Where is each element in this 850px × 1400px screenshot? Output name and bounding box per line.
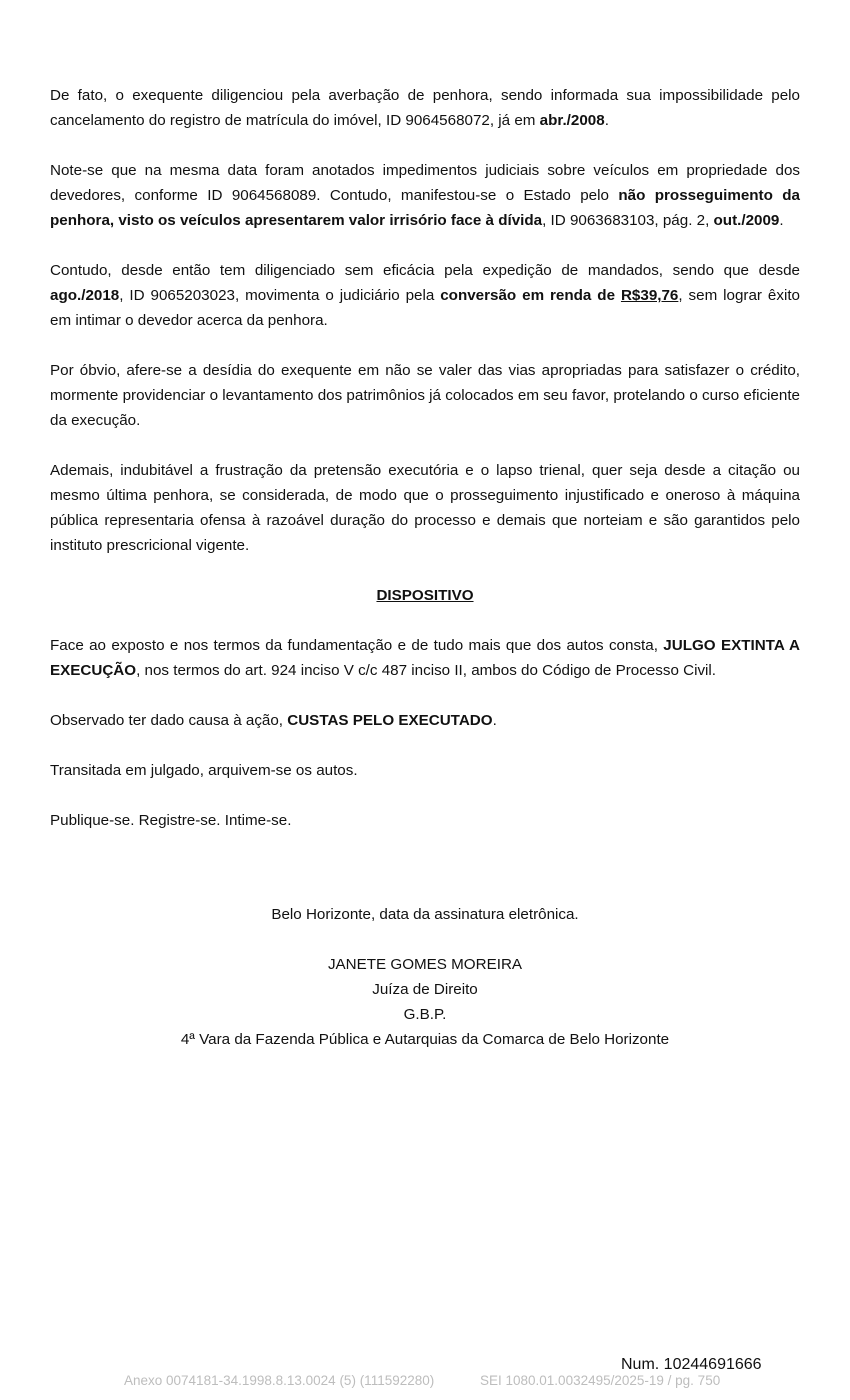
text: , sem lograr êxito em intimar o devedor acerca da penhora. <box>50 287 800 329</box>
bold-text: conversão em renda de <box>440 287 621 304</box>
signer-initials: G.B.P. <box>403 1006 447 1023</box>
text: , ID 9065203023, movimenta o judiciário pela <box>119 287 441 304</box>
text: Observado ter dado causa à ação, <box>50 712 288 729</box>
paragraph-desidia: Por óbvio, afere-se a desídia do exequente em não se valer das vias apropriadas para satisfazer o crédito, mormente providenciar o levantamento dos patrimônios já colocados em seu favor, protelando o curso eficiente da execução. <box>50 362 800 429</box>
bold-amount: R$39,76 <box>620 287 679 304</box>
text: Note-se que na mesma data foram anotados impedimentos judiciais sobre veículos em propriedade dos devedores, conforme ID 9064568089. Contudo, manifestou-se o Estado pelo <box>50 162 800 204</box>
paragraph-averbacao <box>50 83 800 133</box>
bold-date: abr./2008 <box>539 112 605 129</box>
document-number: Num. 10244691666 <box>621 1356 762 1373</box>
text: . <box>779 212 784 229</box>
paragraph-mandados <box>50 258 800 333</box>
paragraph-arquivamento: Transitada em julgado, arquivem-se os autos. <box>50 762 358 779</box>
paragraph-julgamento <box>50 633 800 683</box>
annex-footer: Anexo 0074181-34.1998.8.13.0024 (5) (111592280) <box>124 1373 435 1388</box>
bold-date: out./2009 <box>713 212 780 229</box>
paragraph-publicacao: Publique-se. Registre-se. Intime-se. <box>50 812 292 829</box>
sei-footer: SEI 1080.01.0032495/2025-19 / pg. 750 <box>480 1373 721 1388</box>
signer-name: JANETE GOMES MOREIRA <box>327 956 523 973</box>
place-date: Belo Horizonte, data da assinatura eletrônica. <box>271 906 579 923</box>
document-body <box>50 83 800 1052</box>
bold-verdict: JULGO EXTINTA A EXECUÇÃO <box>50 637 800 679</box>
text: . <box>604 112 609 129</box>
text: , ID 9063683103, pág. 2, <box>542 212 714 229</box>
text: . <box>492 712 497 729</box>
text: De fato, o exequente diligenciou pela averbação de penhora, sendo informada sua impossibilidade pelo cancelamento do registro de matrícula do imóvel, ID 9064568072, já em <box>50 87 800 129</box>
spacer <box>50 927 800 952</box>
text: , nos termos do art. 924 inciso V c/c 487 inciso II, ambos do Código de Processo Civil. <box>136 662 717 679</box>
text: Contudo, desde então tem diligenciado sem eficácia pela expedição de mandados, sendo que desde <box>50 262 800 279</box>
text: Face ao exposto e nos termos da fundamentação e de tudo mais que dos autos consta, <box>50 637 664 654</box>
bold-text: não prosseguimento da penhora, visto os veículos apresentarem valor irrisório face à dívida <box>50 187 800 229</box>
section-heading: DISPOSITIVO <box>376 587 474 604</box>
bold-date: ago./2018 <box>50 287 120 304</box>
paragraph-custas <box>50 708 800 733</box>
paragraph-prescricao: Ademais, indubitável a frustração da pretensão executória e o lapso trienal, quer seja desde a citação ou mesmo última penhora, se considerada, de modo que o prosseguimento injustificado e oneroso à máquina pública representaria ofensa à razoável duração do processo e demais que norteiam e são garantidos pelo instituto prescricional vigente. <box>50 462 800 554</box>
bold-costs: CUSTAS PELO EXECUTADO <box>287 712 493 729</box>
spacer <box>50 858 800 902</box>
signer-role: Juíza de Direito <box>372 981 478 998</box>
court-name: 4ª Vara da Fazenda Pública e Autarquias da Comarca de Belo Horizonte <box>180 1031 670 1048</box>
paragraph-veiculos <box>50 158 800 233</box>
